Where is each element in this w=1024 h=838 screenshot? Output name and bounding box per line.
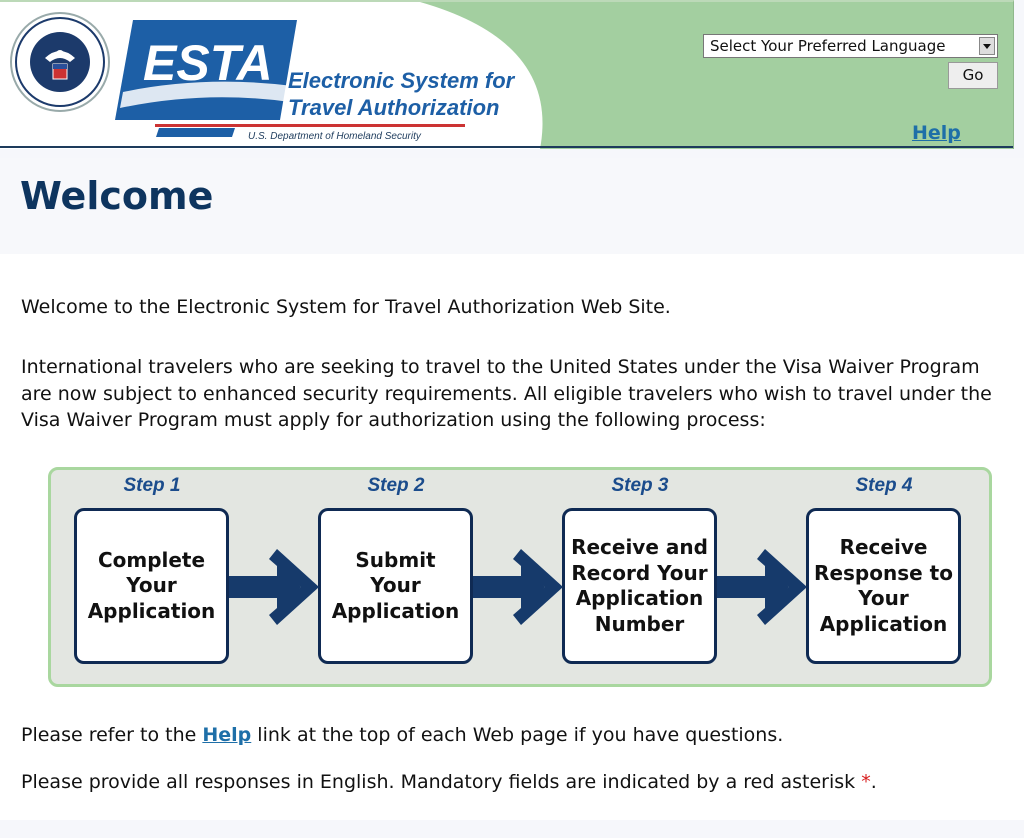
esta-logo xyxy=(115,20,515,145)
step-2-label: Step 2 xyxy=(367,475,425,496)
step-3-box xyxy=(562,508,717,664)
vwp-paragraph: International travelers who are seeking to travel to the United States under the Visa Waiver Program are now subject to enhanced security requirements. All eligible travelers who wish to travel under the Visa Waiver Program must apply for authorization using the following process: xyxy=(21,356,992,431)
page-title: Welcome xyxy=(20,174,214,218)
step-4-box xyxy=(806,508,961,664)
help-note-after: link at the top of each Web page if you have questions. xyxy=(251,724,784,746)
arrow-right-icon xyxy=(717,549,809,625)
english-note xyxy=(21,771,877,793)
step-4-text: Receive Response to Your Application xyxy=(814,535,953,636)
esta-subtitle-line2: Travel Authorization xyxy=(288,95,500,120)
step-3-label: Step 3 xyxy=(611,475,669,496)
help-link[interactable]: Help xyxy=(912,122,961,144)
language-select-value: Select Your Preferred Language xyxy=(710,37,946,55)
chevron-down-icon[interactable] xyxy=(979,37,995,55)
site-header xyxy=(0,0,1014,149)
esta-subtitle-line1: Electronic System for xyxy=(288,68,515,93)
step-4-label: Step 4 xyxy=(855,475,913,496)
step-2-box xyxy=(318,508,473,664)
help-note-before: Please refer to the xyxy=(21,724,203,746)
required-asterisk: * xyxy=(861,771,871,793)
step-1-text: Complete Your Application xyxy=(87,547,216,623)
english-note-text: Please provide all responses in English. Mandatory fields are indicated by a red asterisk xyxy=(21,771,862,793)
step-3-text: Receive and Record Your Application Number xyxy=(571,535,708,636)
arrow-right-icon xyxy=(473,549,565,625)
step-1-box xyxy=(74,508,229,664)
step-1-label: Step 1 xyxy=(123,475,181,496)
arrow-right-icon xyxy=(229,549,321,625)
language-select[interactable] xyxy=(703,34,998,58)
inline-help-link[interactable]: Help xyxy=(202,724,252,746)
english-note-end: . xyxy=(870,771,877,793)
intro-text: Welcome to the Electronic System for Travel Authorization Web Site. xyxy=(21,296,671,318)
step-2-text: Submit Your Application xyxy=(331,547,460,623)
header-divider xyxy=(0,146,1013,148)
footer-band xyxy=(0,820,1024,838)
esta-department-text: U.S. Department of Homeland Security xyxy=(248,131,421,142)
esta-logo-text: ESTA xyxy=(143,35,273,91)
go-button[interactable]: Go xyxy=(948,62,998,89)
dhs-seal-icon xyxy=(10,12,110,112)
help-note xyxy=(21,724,783,746)
